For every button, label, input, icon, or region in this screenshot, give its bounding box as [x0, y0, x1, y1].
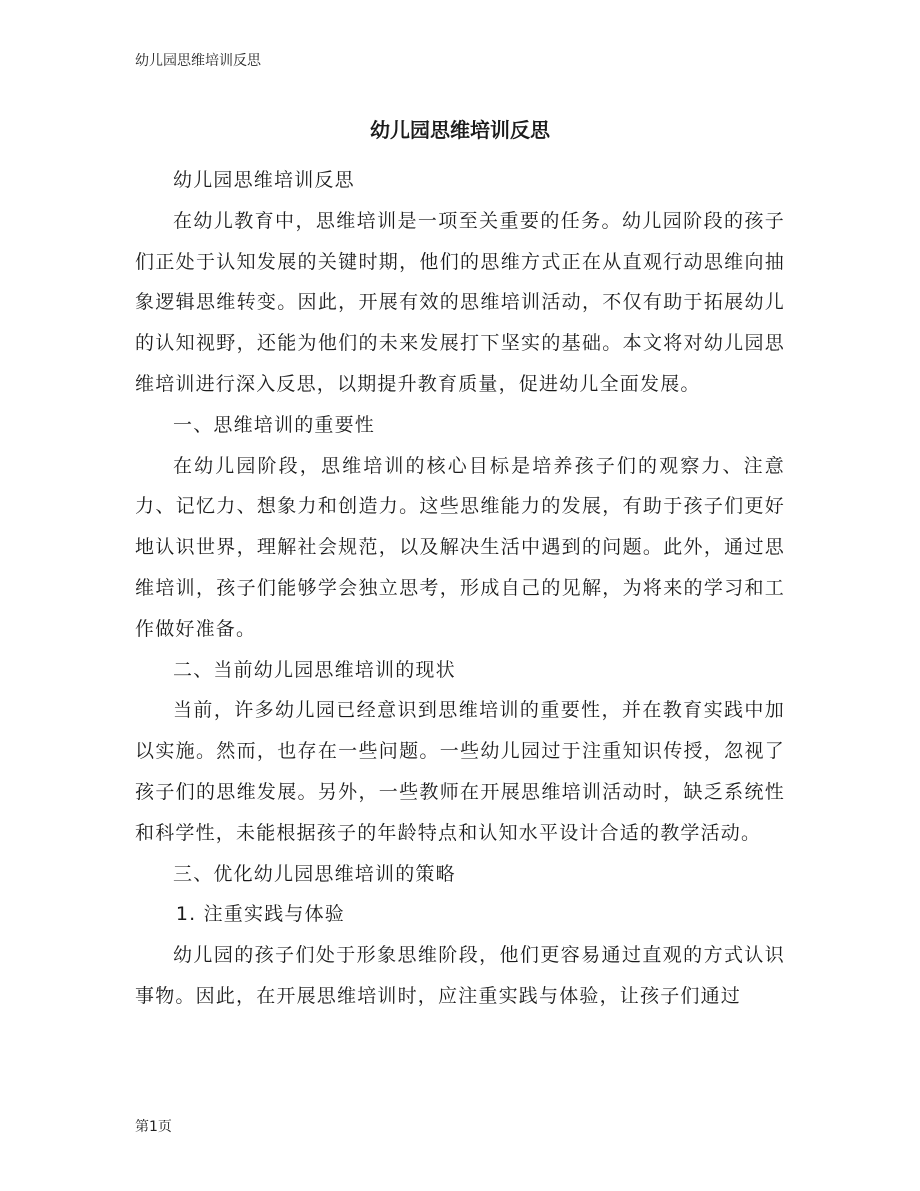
section-heading-status: 二、当前幼儿园思维培训的现状 [173, 658, 456, 681]
paragraph-practice: 幼儿园的孩子们处于形象思维阶段，他们更容易通过直观的方式认识事物。因此，在开展思维培训时，应注重实践与体验，让孩子们通过 [135, 944, 785, 1007]
paragraph-intro: 在幼儿教育中，思维培训是一项至关重要的任务。幼儿园阶段的孩子们正处于认知发展的关键时期，他们的思维方式正在从直观行动思维向抽象逻辑思维转变。因此，开展有效的思维培训活动，不仅有助于拓展幼儿的认知视野，还能为他们的未来发展打下坚实的基础。本文将对幼儿园思维培训进行深入反思，以期提升教育质量，促进幼儿全面发展。 [135, 209, 785, 395]
paragraph-subtitle: 幼儿园思维培训反思 [173, 169, 355, 191]
section-heading-importance: 一、思维培训的重要性 [173, 413, 376, 436]
page-number: 第1页 [135, 1119, 172, 1135]
paragraph-importance: 在幼儿园阶段，思维培训的核心目标是培养孩子们的观察力、注意力、记忆力、想象力和创造力。这些思维能力的发展，有助于孩子们更好地认识世界，理解社会规范，以及解决生活中遇到的问题。此外，通过思维培训，孩子们能够学会独立思考，形成自己的见解，为将来的学习和工作做好准备。 [135, 454, 785, 640]
subheading-practice: 1. 注重实践与体验 [175, 903, 346, 926]
document-body [135, 112, 785, 1017]
document-title: 幼儿园思维培训反思 [370, 118, 550, 142]
section-heading-strategy: 三、优化幼儿园思维培训的策略 [173, 862, 456, 885]
paragraph-status: 当前，许多幼儿园已经意识到思维培训的重要性，并在教育实践中加以实施。然而，也存在一些问题。一些幼儿园过于注重知识传授，忽视了孩子们的思维发展。另外，一些教师在开展思维培训活动时，缺乏系统性和科学性，未能根据孩子的年龄特点和认知水平设计合适的教学活动。 [135, 699, 785, 844]
running-header: 幼儿园思维培训反思 [135, 53, 261, 69]
